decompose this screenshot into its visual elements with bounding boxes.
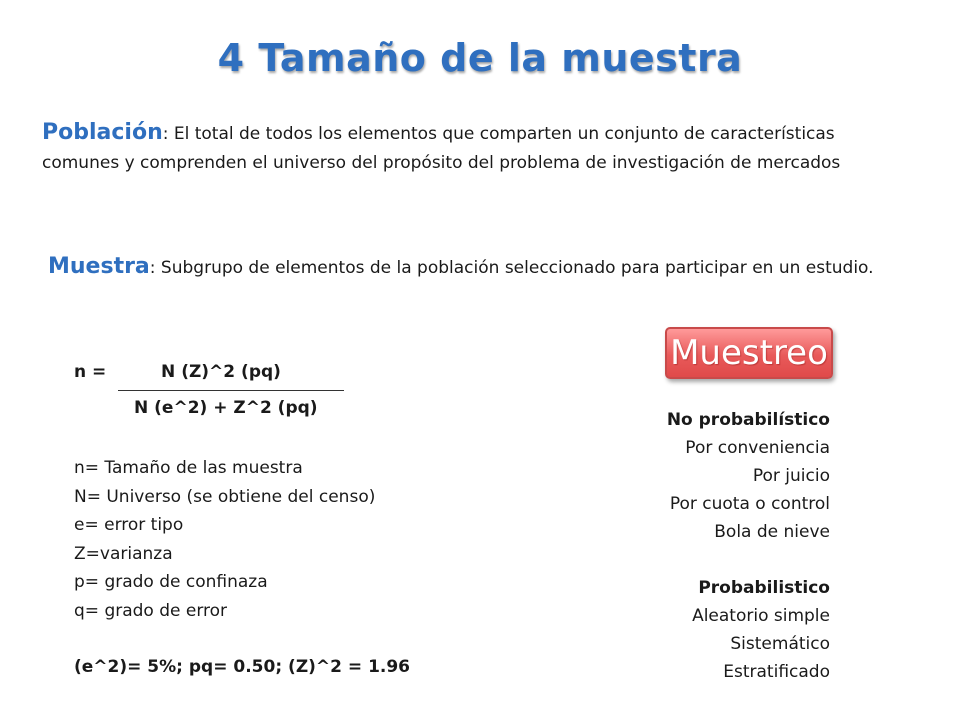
variable-definitions (74, 454, 410, 682)
list-item: Por cuota o control (669, 494, 830, 514)
muestra-term: Muestra (48, 254, 150, 279)
page-title: 4 Tamaño de la muestra (217, 36, 743, 80)
list-item: Bola de nieve (714, 522, 830, 542)
probabilistico-heading: Probabilistico (698, 578, 830, 598)
parameter-values: (e^2)= 5%; pq= 0.50; (Z)^2 = 1.96 (74, 657, 411, 677)
no-probabilistico-heading: No probabilístico (666, 410, 830, 430)
definition-e: e= error tipo (74, 515, 184, 535)
list-item: Estratificado (723, 662, 830, 682)
muestra-definition (48, 252, 888, 283)
muestra-text: : Subgrupo de elementos de la población seleccionado para participar en un estudio. (149, 258, 874, 278)
definition-N: N= Universo (se obtiene del censo) (74, 486, 376, 507)
formula-denominator: N (e^2) + Z^2 (pq) (134, 398, 318, 418)
formula-lhs: n = (74, 362, 107, 382)
fraction-line (118, 390, 344, 391)
definition-p: p= grado de confinaza (74, 572, 268, 592)
poblacion-text: : El total de todos los elementos que comparten un conjunto de características comunes y comprenden el universo del propósito del problema de investigación de mercados (42, 124, 841, 173)
list-item: Por conveniencia (685, 438, 830, 458)
muestreo-button[interactable]: Muestreo (665, 327, 833, 379)
definition-q: q= grado de error (74, 600, 228, 621)
definition-n: n= Tamaño de las muestra (74, 458, 303, 478)
list-item: Aleatorio simple (692, 606, 830, 626)
formula-numerator: N (Z)^2 (pq) (161, 362, 281, 382)
list-item: Por juicio (752, 466, 830, 486)
sampling-methods-list (667, 406, 830, 686)
list-item: Sistemático (730, 634, 830, 654)
definition-Z: Z=varianza (74, 543, 173, 564)
poblacion-term: Población (42, 120, 163, 145)
poblacion-definition (42, 118, 842, 178)
